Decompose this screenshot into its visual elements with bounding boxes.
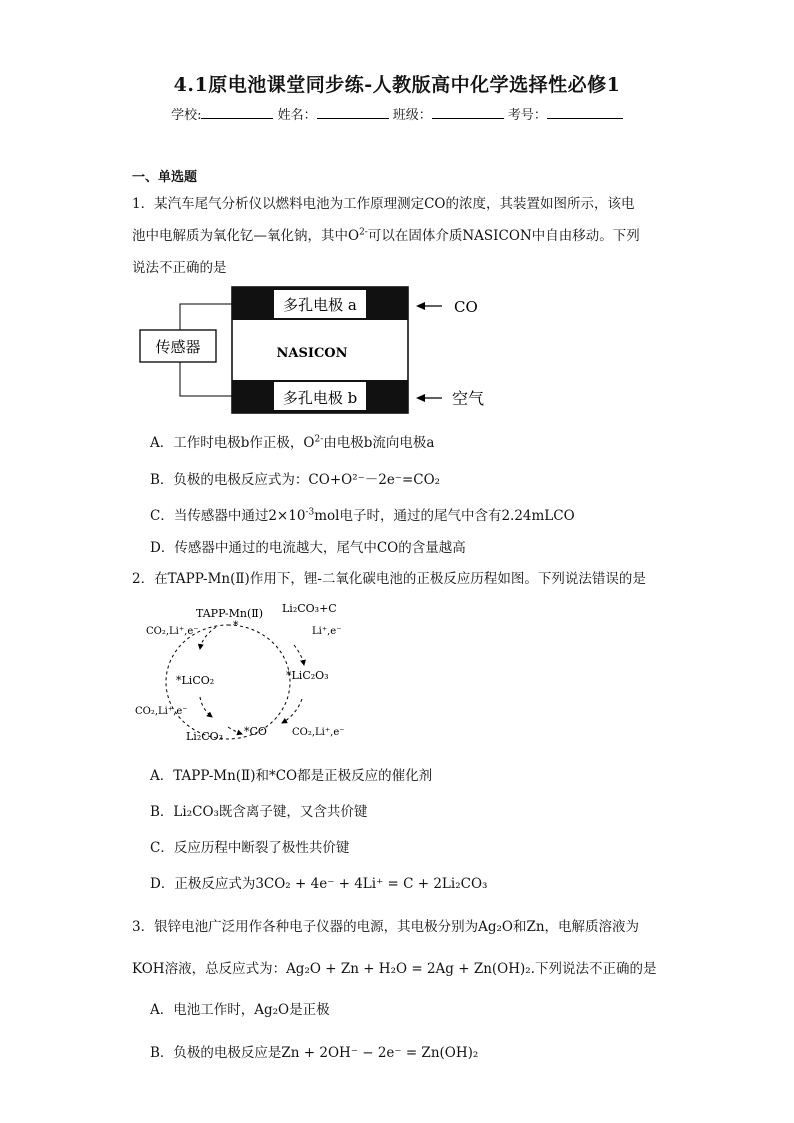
q1-line2-text-a: 池中电解质为氧化钇—氧化钠，其中O: [132, 228, 360, 244]
q1-option-a-text-a: A．工作时电极b作正极，O: [150, 435, 315, 451]
q1-option-a: [150, 431, 434, 451]
q1-line3: 说法不正确的是: [132, 260, 227, 276]
q1-option-c-text-a: C．当传感器中通过2×10: [150, 508, 306, 524]
sensor-label: 传感器: [155, 338, 201, 356]
li2co3-c-label: Li₂CO₃+C: [282, 602, 337, 615]
co2-li-e-label-1: CO₂,Li⁺,e⁻: [146, 626, 199, 637]
co-intermediate-label: *CO: [244, 725, 267, 738]
li2co3-label: Li₂CO₃: [186, 730, 224, 743]
class-blank: [432, 106, 504, 119]
lic2o3-label: *LiC₂O₃: [286, 669, 329, 682]
school-label: 学校:: [171, 108, 202, 123]
wire-top: [180, 304, 232, 330]
q1-option-c-text-b: mol电子时，通过的尾气中含有2.24mLCO: [314, 508, 575, 524]
student-info-line: [0, 104, 794, 123]
air-arrow-head: [416, 394, 425, 402]
cycle-arrow-4: [228, 727, 242, 734]
q1-option-a-text-b: 由电极b流向电极a: [323, 435, 435, 451]
electrode-b-label: 多孔电极 b: [282, 389, 358, 407]
cycle-arrow-2: [294, 645, 304, 665]
air-label: 空气: [452, 389, 485, 408]
q3-option-b: B．负极的电极反应是Zn + 2OH⁻ − 2e⁻ = Zn(OH)₂: [150, 1045, 479, 1061]
q1-line2-text-b: 可以在固体介质NASICON中自由移动。下列: [367, 228, 640, 244]
q1-line1: 1．某汽车尾气分析仪以燃料电池为工作原理测定CO的浓度，其装置如图所示，该电: [132, 196, 635, 212]
q1-option-c: [150, 504, 575, 524]
lico2-label: *LiCO₂: [176, 674, 215, 687]
q3-line2: KOH溶液，总反应式为：Ag₂O + Zn + H₂O = 2Ag + Zn(OH)₂.下列说法不正确的是: [132, 961, 657, 977]
q2-option-a: A．TAPP-Mn(Ⅱ)和*CO都是正极反应的催化剂: [150, 768, 433, 784]
exam-label: 考号：: [507, 108, 547, 123]
electrode-a-label: 多孔电极 a: [283, 296, 357, 314]
school-blank: [201, 106, 273, 119]
q2-option-b: B．Li₂CO₃既含离子键，又含共价键: [150, 804, 368, 820]
q1-option-a-sup: 2-: [314, 434, 324, 445]
exam-blank: [547, 106, 623, 119]
q1-line2: [132, 224, 640, 244]
q3-option-a: A．电池工作时，Ag₂O是正极: [150, 1002, 330, 1018]
name-label: 姓名：: [277, 108, 317, 123]
fuel-cell-diagram: [136, 282, 496, 418]
co2-li-e-label-3: CO₂,Li⁺,e⁻: [292, 727, 345, 738]
cycle-arrow-5: [200, 697, 212, 717]
page-title: 4.1原电池课堂同步练-人教版高中化学选择性必修1: [173, 74, 621, 96]
li-e-label: Li⁺,e⁻: [312, 626, 342, 637]
section-heading: 一、单选题: [132, 170, 198, 185]
q1-option-d: D．传感器中通过的电流越大，尾气中CO的含量越高: [150, 540, 466, 556]
q1-line2-sup: 2-: [359, 227, 368, 238]
name-blank: [317, 106, 389, 119]
wire-bottom: [180, 362, 232, 396]
tapp-star: *: [233, 619, 239, 632]
cycle-arrow-1: [200, 627, 216, 649]
tapp-label: TAPP-Mn(Ⅱ): [196, 607, 264, 620]
co2-li-e-label-2: CO₂,Li⁺,e⁻: [135, 706, 188, 717]
cycle-arrow-3: [282, 699, 302, 723]
q3-line1: 3．银锌电池广泛用作各种电子仪器的电源，其电极分别为Ag₂O和Zn，电解质溶液为: [132, 919, 640, 935]
class-label: 班级：: [392, 108, 432, 123]
co-label: CO: [454, 298, 478, 316]
nasicon-label: NASICON: [276, 346, 348, 361]
q2-option-d: D．正极反应式为3CO₂ + 4e⁻ + 4Li⁺ = C + 2Li₂CO₃: [150, 876, 488, 892]
co-arrow-head: [416, 302, 425, 310]
q1-option-b: B．负极的电极反应式为：CO+O²⁻－2e⁻=CO₂: [150, 472, 441, 488]
q2-stem: 2．在TAPP-Mn(Ⅱ)作用下，锂-二氧化碳电池的正极反应历程如图。下列说法错误的是: [132, 571, 646, 587]
reaction-cycle-diagram: [132, 597, 362, 747]
q1-option-c-sup: -3: [305, 507, 315, 518]
q2-option-c: C．反应历程中断裂了极性共价键: [150, 840, 350, 856]
